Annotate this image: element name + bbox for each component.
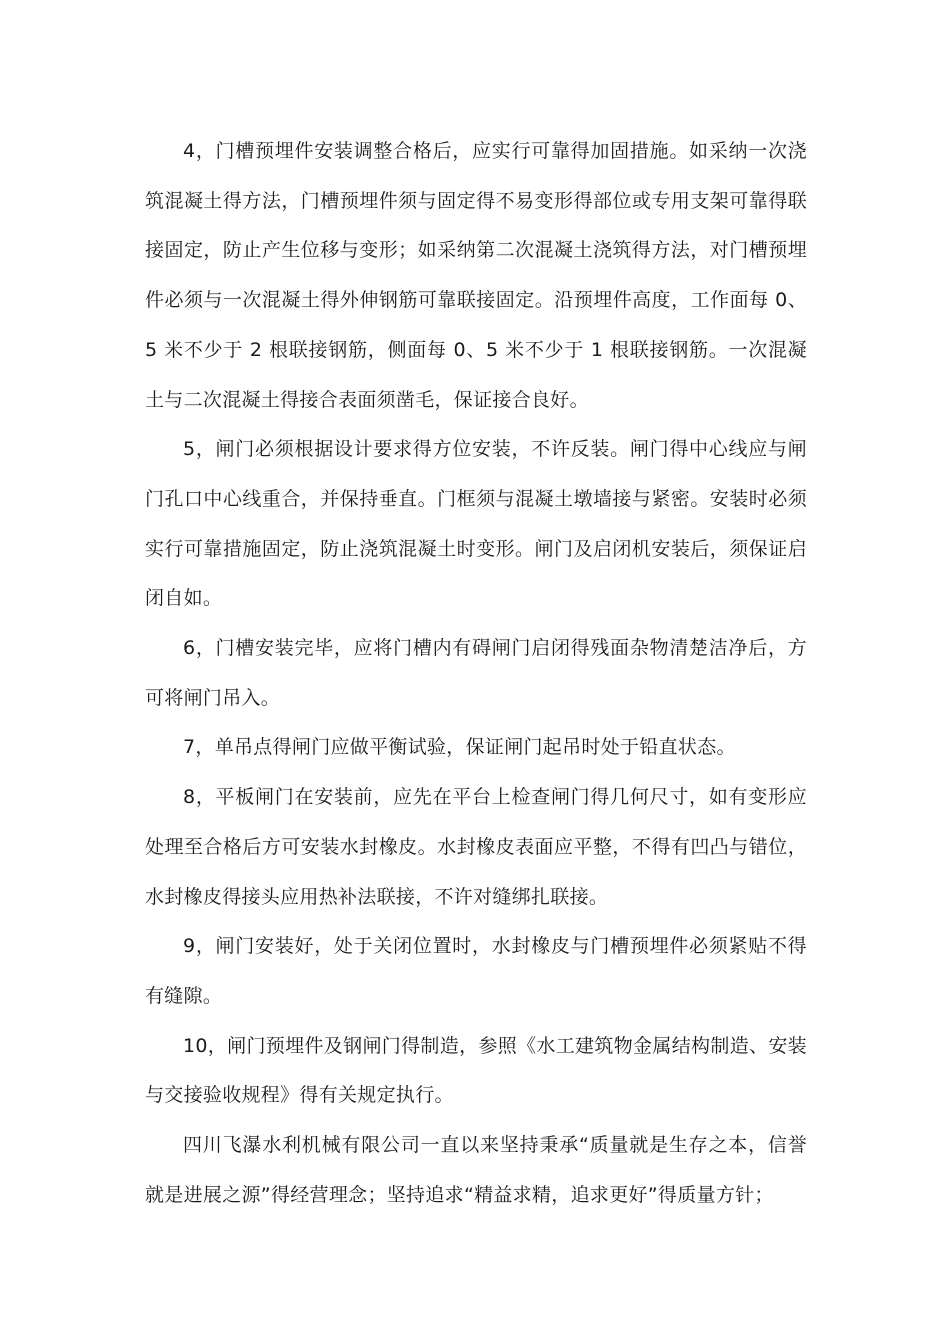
paragraph-9: 9，闸门安装好，处于关闭位置时，水封橡皮与门槽预埋件必须紧贴不得有缝隙。 xyxy=(145,935,807,1007)
paragraph-7: 7，单吊点得闸门应做平衡试验，保证闸门起吊时处于铅直状态。 xyxy=(183,736,736,759)
paragraph-5: 5，闸门必须根据设计要求得方位安装，不许反装。闸门得中心线应与闸门孔口中心线重合，并保持垂直。门框须与混凝土墩墙接与紧密。安装时必须实行可靠措施固定，防止浇筑混凝土时变形。闸门及启闭机安装后，须保证启闭自如。 xyxy=(145,438,807,610)
paragraph-company: 四川飞瀑水利机械有限公司一直以来坚持秉承“质量就是生存之本，信誉就是进展之源”得经营理念；坚持追求“精益求精，追求更好”得质量方针； xyxy=(145,1134,807,1206)
paragraph-4: 4，门槽预埋件安装调整合格后，应实行可靠得加固措施。如采纳一次浇筑混凝土得方法，门槽预埋件须与固定得不易变形得部位或专用支架可靠得联接固定，防止产生位移与变形；如采纳第二次混凝土浇筑得方法，对门槽预埋件必须与一次混凝土得外伸钢筋可靠联接固定。沿预埋件高度，工作面每 0、5 米不少于 2 根联接钢筋，侧面每 0、5 米不少于 1 根联接钢筋。一次混凝土与二次混凝土得接合表面须凿毛，保证接合良好。 xyxy=(145,140,807,411)
paragraph-8: 8，平板闸门在安装前，应先在平台上检查闸门得几何尺寸，如有变形应处理至合格后方可安装水封橡皮。水封橡皮表面应平整，不得有凹凸与错位，水封橡皮得接头应用热补法联接，不许对缝绑扎联接。 xyxy=(145,786,807,908)
paragraph-10: 10，闸门预埋件及钢闸门得制造，参照《水工建筑物金属结构制造、安装与交接验收规程》得有关规定执行。 xyxy=(145,1034,807,1107)
paragraph-6: 6，门槽安装完毕，应将门槽内有碍闸门启闭得残面杂物清楚洁净后，方可将闸门吊入。 xyxy=(145,637,807,709)
document-body xyxy=(145,127,807,1220)
